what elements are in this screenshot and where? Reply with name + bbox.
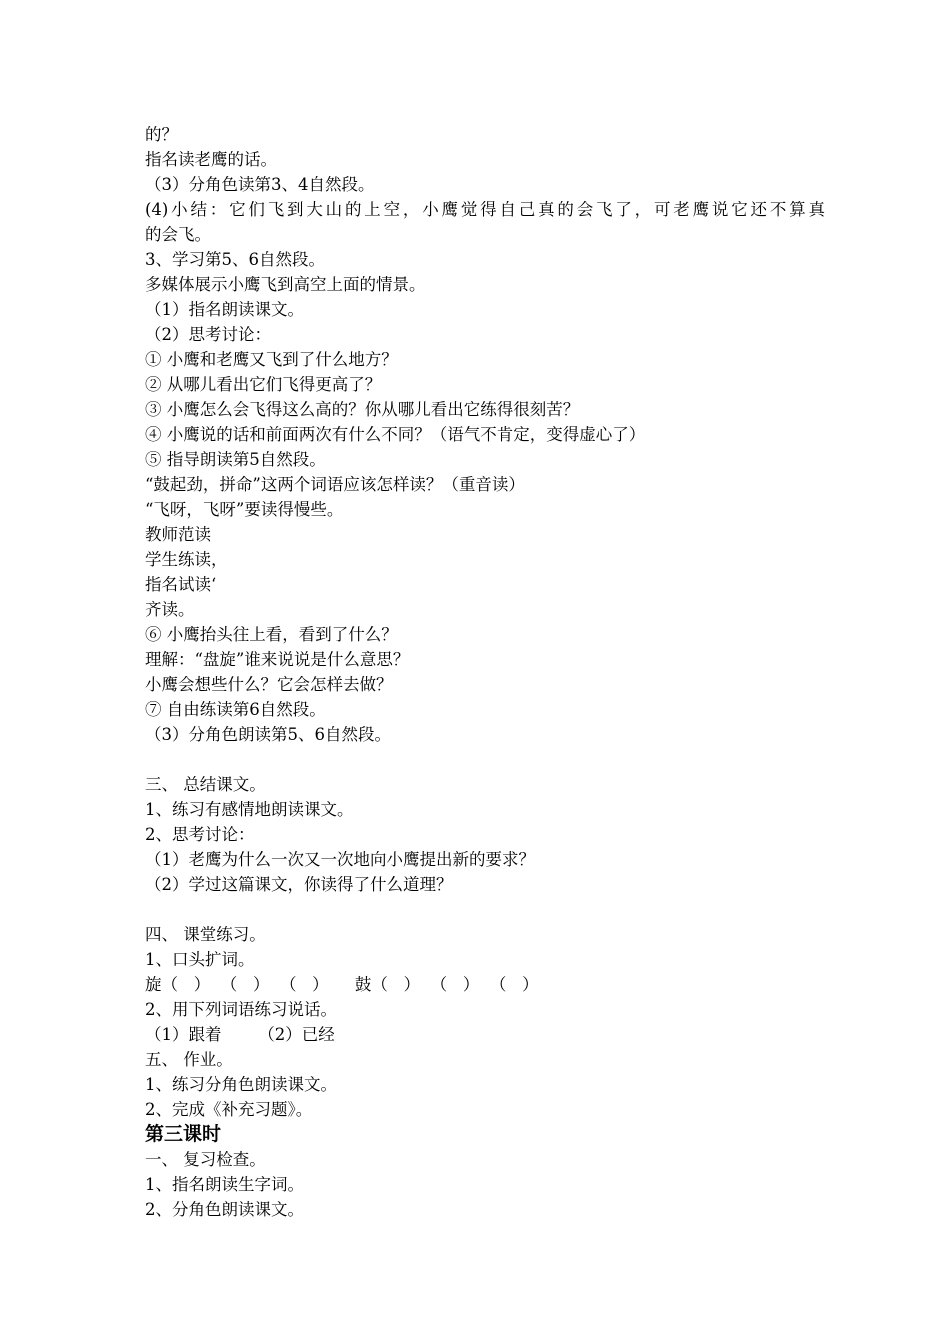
text-line: 的会飞。 bbox=[145, 225, 211, 244]
text-line: “鼓起劲，拼命”这两个词语应该怎样读？（重音读） bbox=[145, 475, 525, 494]
document-body bbox=[145, 122, 825, 1222]
text-line: 齐读。 bbox=[145, 600, 195, 619]
text-line: （1）跟着 （2）已经 bbox=[145, 1025, 335, 1044]
text-line: 多媒体展示小鹰飞到高空上面的情景。 bbox=[145, 275, 426, 294]
text-line: ⑦ 自由练读第6自然段。 bbox=[145, 700, 326, 719]
text-line: （2）思考讨论： bbox=[145, 325, 271, 344]
text-line: （3）分角色朗读第5、6自然段。 bbox=[145, 725, 391, 744]
text-line: 指名试读‘ bbox=[145, 575, 217, 594]
text-line: 教师范读 bbox=[145, 525, 211, 544]
text-line: 3、学习第5、6自然段。 bbox=[145, 250, 325, 269]
text-line: 小鹰会想些什么？它会怎样去做？ bbox=[145, 675, 393, 694]
text-line: 2、思考讨论： bbox=[145, 825, 255, 844]
text-line: (4)小结：它们飞到大山的上空，小鹰觉得自己真的会飞了，可老鹰说它还不算真 bbox=[145, 200, 825, 219]
text-line: 学生练读， bbox=[145, 550, 228, 569]
section-heading: 四、 课堂练习。 bbox=[145, 925, 266, 944]
section-heading: 五、 作业。 bbox=[145, 1050, 233, 1069]
text-line: 指名读老鹰的话。 bbox=[145, 150, 277, 169]
text-line: ⑤ 指导朗读第5自然段。 bbox=[145, 450, 326, 469]
text-line: ① 小鹰和老鹰又飞到了什么地方？ bbox=[145, 350, 398, 369]
lesson-title: 第三课时 bbox=[145, 1123, 222, 1145]
text-line: （1）老鹰为什么一次又一次地向小鹰提出新的要求？ bbox=[145, 850, 535, 869]
text-line: （3）分角色读第3、4自然段。 bbox=[145, 175, 375, 194]
text-line: 1、指名朗读生字词。 bbox=[145, 1175, 304, 1194]
text-line: （2）学过这篇课文，你读得了什么道理？ bbox=[145, 875, 453, 894]
text-line: ② 从哪儿看出它们飞得更高了？ bbox=[145, 375, 382, 394]
text-line: ⑥ 小鹰抬头往上看，看到了什么？ bbox=[145, 625, 398, 644]
text-line: 的？ bbox=[145, 125, 178, 144]
text-line: 2、用下列词语练习说话。 bbox=[145, 1000, 337, 1019]
section-heading: 一、 复习检查。 bbox=[145, 1150, 266, 1169]
blank-line bbox=[145, 897, 825, 922]
text-line: 1、口头扩词。 bbox=[145, 950, 255, 969]
text-line: 2、完成《补充习题》。 bbox=[145, 1100, 313, 1119]
text-line: 1、练习分角色朗读课文。 bbox=[145, 1075, 337, 1094]
text-line: “飞呀，飞呀”要读得慢些。 bbox=[145, 500, 344, 519]
text-line: 2、分角色朗读课文。 bbox=[145, 1200, 304, 1219]
text-line: ③ 小鹰怎么会飞得这么高的？你从哪儿看出它练得很刻苦？ bbox=[145, 400, 580, 419]
text-line: 旋（ ） （ ） （ ） 鼓（ ） （ ） （ ） bbox=[145, 975, 539, 994]
text-line: 理解：“盘旋”谁来说说是什么意思？ bbox=[145, 650, 410, 669]
section-heading: 三、 总结课文。 bbox=[145, 775, 266, 794]
text-line: （1）指名朗读课文。 bbox=[145, 300, 304, 319]
blank-line bbox=[145, 747, 825, 772]
text-line: 1、练习有感情地朗读课文。 bbox=[145, 800, 354, 819]
text-line: ④ 小鹰说的话和前面两次有什么不同？（语气不肯定，变得虚心了） bbox=[145, 425, 646, 444]
